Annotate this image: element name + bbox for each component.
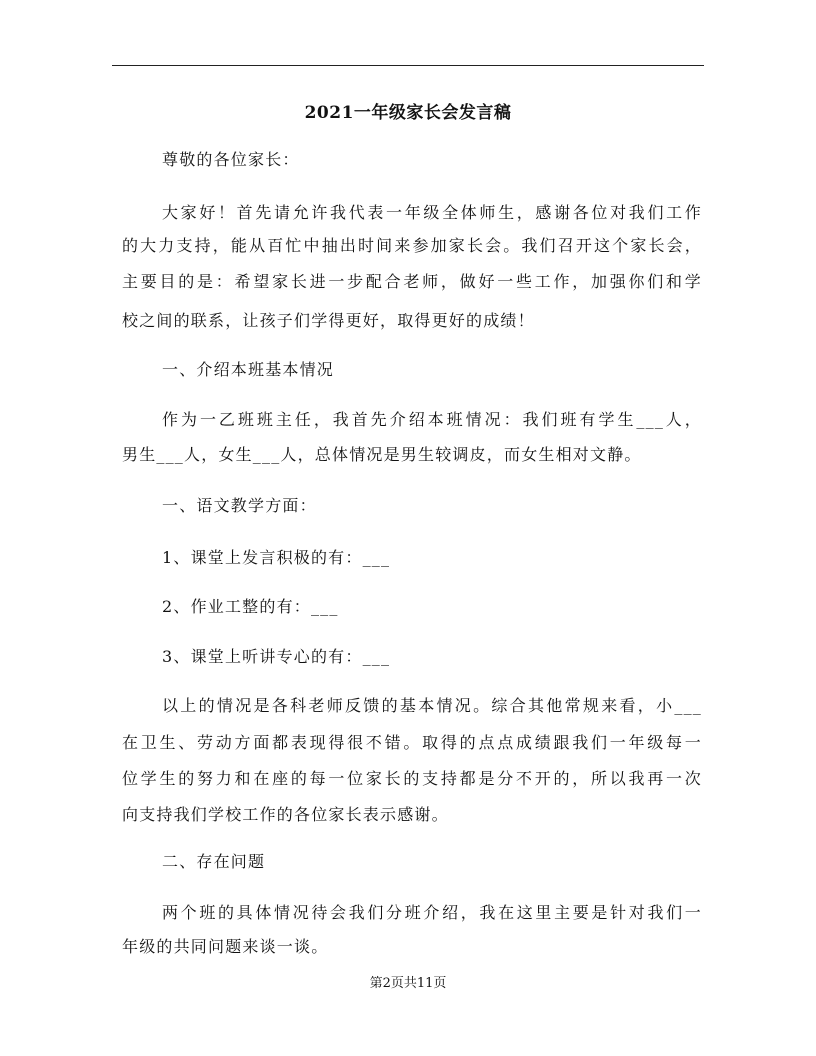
header-rule (112, 65, 704, 66)
paragraph-line: 年级的共同问题来谈一谈。 (122, 937, 329, 956)
paragraph-line: 男生___人，女生___人，总体情况是男生较调皮，而女生相对文静。 (122, 445, 642, 464)
list-item: 1、课堂上发言积极的有：___ (162, 548, 391, 567)
page-number: 第2页共11页 (369, 976, 447, 991)
salutation: 尊敬的各位家长： (162, 150, 300, 169)
paragraph-line: 大家好！首先请允许我代表一年级全体师生，感谢各位对我们工作 (162, 203, 702, 222)
list-item: 3、课堂上听讲专心的有：___ (162, 647, 391, 666)
document-title: 2021一年级家长会发言稿 (304, 103, 512, 123)
paragraph-line: 位学生的努力和在座的每一位家长的支持都是分不开的，所以我再一次 (122, 769, 702, 788)
paragraph-line: 向支持我们学校工作的各位家长表示感谢。 (122, 805, 449, 824)
list-item: 2、作业工整的有：___ (162, 597, 339, 616)
section-heading: 一、介绍本班基本情况 (162, 360, 335, 379)
paragraph-line: 以上的情况是各科老师反馈的基本情况。综合其他常规来看，小___ (162, 696, 702, 715)
paragraph-line: 两个班的具体情况待会我们分班介绍，我在这里主要是针对我们一 (162, 903, 702, 922)
paragraph-line: 在卫生、劳动方面都表现得很不错。取得的点点成绩跟我们一年级每一 (122, 733, 702, 752)
paragraph-line: 校之间的联系，让孩子们学得更好，取得更好的成绩！ (122, 311, 535, 330)
paragraph-line: 的大力支持，能从百忙中抽出时间来参加家长会。我们召开这个家长会， (122, 236, 702, 255)
paragraph-line: 主要目的是：希望家长进一步配合老师，做好一些工作，加强你们和学 (122, 272, 702, 291)
section-heading: 二、存在问题 (162, 852, 266, 871)
paragraph-line: 作为一乙班班主任，我首先介绍本班情况：我们班有学生___人， (162, 410, 702, 429)
section-heading: 一、语文教学方面： (162, 496, 317, 515)
